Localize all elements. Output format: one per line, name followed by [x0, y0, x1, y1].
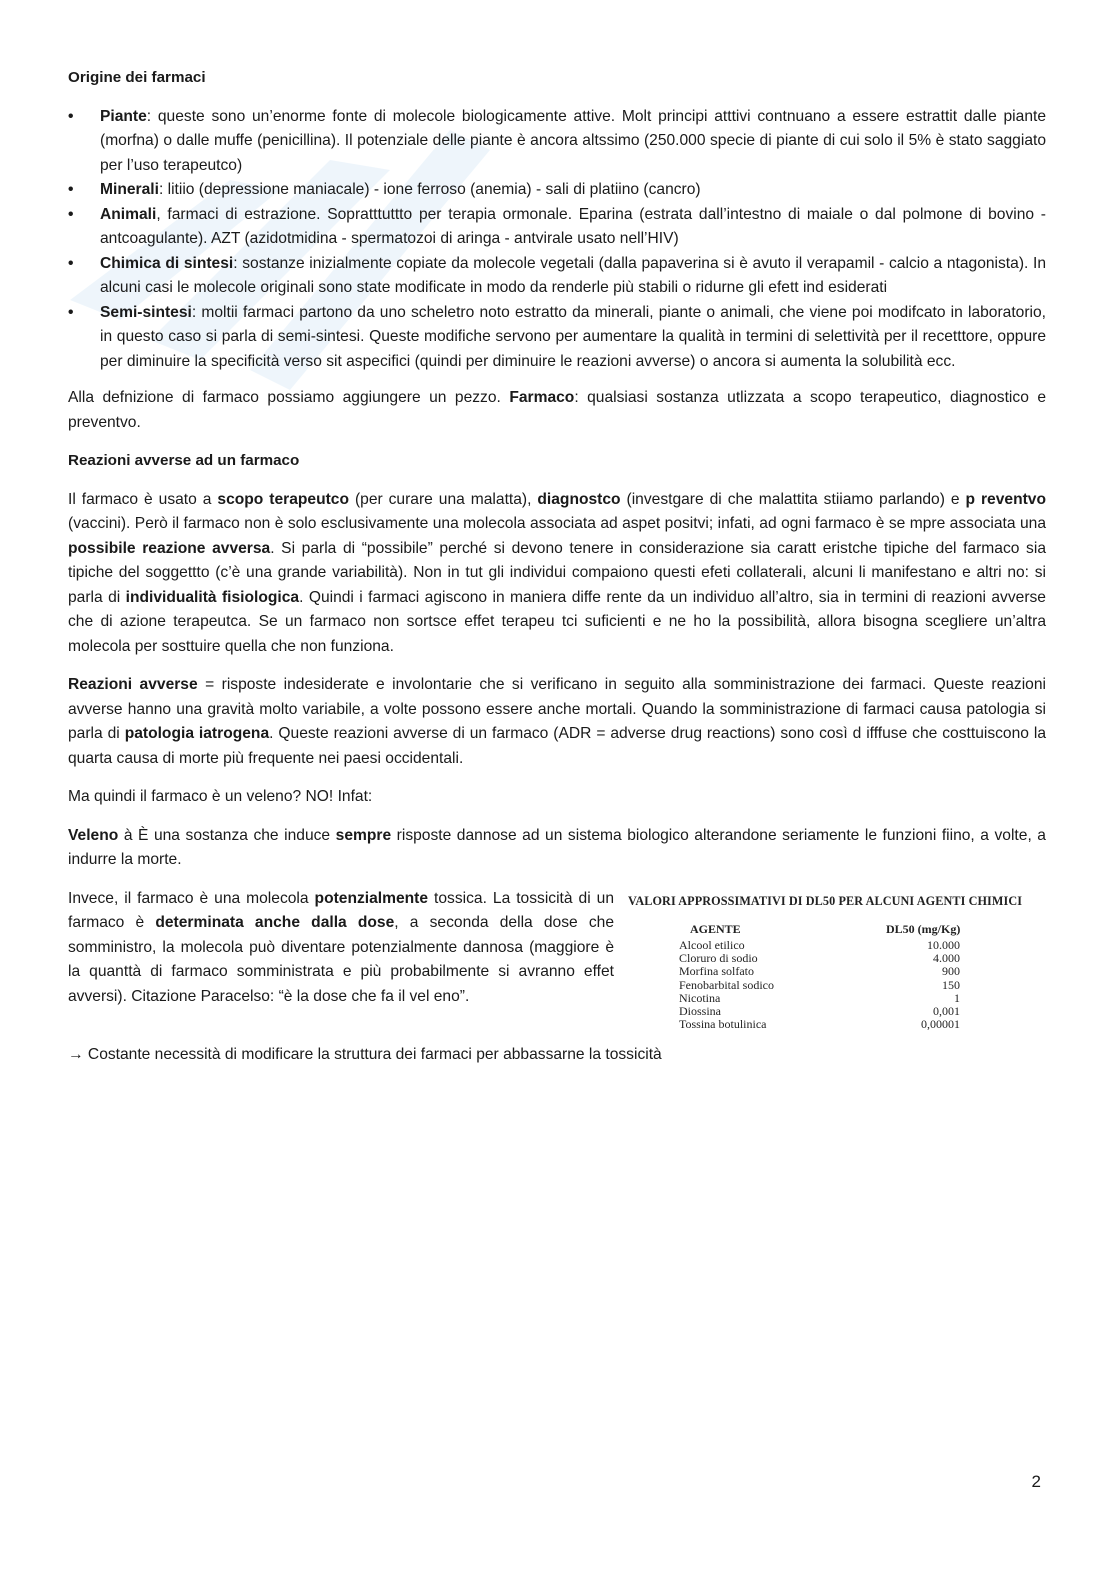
paragraph-question: Ma quindi il farmaco è un veleno? NO! Infat: [68, 788, 373, 805]
list-item [68, 105, 1046, 179]
text-span: , a seconda della dose che somministro, la molecola può diventare potenzialmente dannosa (maggiore è la quanttà di farmaco somministrata e più probabilmente si avranno effet avversi). Citazione Paracelso: “è la dose che fa il vel eno”. [68, 914, 615, 1005]
list-item-term: Animali [100, 205, 157, 223]
text-span: (investgare di che malattita stiiamo parlando) e [620, 490, 966, 508]
table-row [628, 965, 1058, 978]
dl50-table [628, 889, 1058, 1032]
paragraph-uses [68, 488, 1046, 660]
text-span: tossica. La tossicità di un farmaco è [68, 889, 615, 931]
conclusion-line: → Costante necessità di modificare la struttura dei farmaci per abbassarne la tossicità [68, 1045, 662, 1063]
page-number: 2 [1031, 1472, 1041, 1491]
bullet-icon: • [68, 107, 74, 125]
bold-term: p reventvo [965, 490, 1046, 508]
value-cell: 150 [942, 977, 960, 992]
text-span: . Quindi i farmaci agiscono in maniera diffe rente da un individuo all’altro, sia in termini di reazioni avverse che di azione terapeutca. Se un farmaco non sortsce effet terapeu tci suficienti e ne ho la possibilità, allora bisogna scegliere un’altra molecola per sosttuire quella che non funziona. [68, 588, 1046, 655]
bullet-icon: • [68, 205, 74, 223]
bold-term: Reazioni avverse [68, 676, 198, 693]
list-item [68, 301, 1046, 375]
list-item [68, 203, 1046, 252]
text-span: à È una sostanza che induce [118, 826, 336, 844]
agent-cell: Morfina solfato [679, 964, 754, 979]
text-span: Invece, il farmaco è una molecola [68, 889, 315, 907]
text-span: (vaccini). Però il farmaco non è solo esclusivamente una molecola associata ad aspet positvi; infati, ad ogni farmaco è se mpre associata una [68, 515, 1046, 532]
paragraph-adverse [68, 673, 1046, 771]
bullet-icon: • [68, 181, 74, 198]
text-span: Il farmaco è usato a [68, 490, 218, 508]
text-span: Alla defnizione di farmaco possiamo aggiungere un pezzo. [68, 389, 510, 406]
heading-reazioni: Reazioni avverse ad un farmaco [68, 452, 300, 469]
agent-cell: Alcool etilico [679, 938, 745, 952]
list-item-text: : sostanze inizialmente copiate da molecole vegetali (dalla papaverina si è avuto il verapamil - calcio a ntagonista). In alcuni casi le molecole originali sono state modificate in modo da renderle più stabili o ridurne gli efett ind esiderati [100, 254, 1046, 296]
table-body [628, 939, 1058, 1031]
table-row [628, 1018, 1058, 1031]
list-item-term: Semi-sintesi [100, 303, 192, 321]
heading-origine: Origine dei farmaci [68, 69, 206, 86]
bullet-icon: • [68, 254, 74, 272]
text-span: risposte dannose ad un sistema biologico alterandone seriamente le funzioni fiino, a volte, a indurre la morte. [68, 826, 1046, 868]
bold-term: determinata anche dalla dose [155, 914, 395, 931]
value-cell: 0,001 [933, 1003, 960, 1018]
toxicity-section [68, 887, 1046, 1033]
paragraph-veleno [68, 824, 1046, 873]
table-row [628, 992, 1058, 1005]
document-page [68, 66, 1046, 1081]
table-row [628, 979, 1058, 992]
value-cell: 10.000 [927, 938, 960, 952]
bold-term: diagnostco [537, 490, 621, 508]
column-header-value: DL50 (mg/Kg) [886, 922, 961, 936]
list-item-term: Minerali [100, 181, 159, 198]
column-header-agent: AGENTE [690, 922, 741, 936]
bold-term: potenzialmente [314, 889, 429, 907]
text-span: . Si parla di “possibile” perché si devono tenere in considerazione sia caratt eristche tipiche del farmaco sia tipiche del soggettto (c’è una grande variabilità). Non in tut gli individui compaiono questi efeti collaterali, alcuni li manifestano e altri no: si parla di [68, 539, 1046, 606]
agent-cell: Nicotina [679, 990, 721, 1005]
text-span: . Queste reazioni avverse di un farmaco (ADR = adverse drug reactions) sono così d ifffuse che costtuiscono la quarta causa di morte più frequente nei paesi occidentali. [68, 725, 1047, 767]
agent-cell: Tossina botulinica [679, 1017, 767, 1032]
bold-term: sempre [335, 826, 392, 844]
agent-cell: Cloruro di sodio [679, 951, 758, 966]
bold-term: Veleno [68, 826, 119, 844]
paragraph-toxicity [68, 887, 614, 1010]
bullet-icon: • [68, 303, 74, 321]
bold-term: scopo terapeutco [217, 490, 349, 508]
text-span: (per curare una malatta), [349, 490, 538, 508]
table-header [628, 917, 1058, 937]
text-span: = risposte indesiderate e involontarie che si verificano in seguito alla somministrazione dei farmaci. Queste reazioni avverse hanno una gravità molto variabile, a volte possono essere anche mortali. Quando la somministrazione di farmaci causa patologia si parla di [68, 676, 1046, 742]
list-item [68, 252, 1046, 301]
list-item-term: Piante [100, 107, 147, 125]
list-item-text: : queste sono un’enorme fonte di molecole biologicamente attive. Molt principi atttivi contnuano a essere estrattit dalle piante (morfna) o dalle muffe (penicillina). Il potenziale delle piante è ancora altssimo (250.000 specie di piante di cui solo il 5% è stato saggiato per l’uso terapeutco) [100, 107, 1046, 174]
bold-term: patologia iatrogena [124, 725, 270, 742]
origin-list [68, 105, 1046, 375]
bold-term: individualità fisiologica [125, 588, 300, 606]
list-item-text: : moltii farmaci partono da uno scheletro noto estratto da minerali, piante o animali, che viene poi modifcato in laboratorio, in questo caso si parla di semi-sintesi. Queste modifiche servono per aumentare la qualità in termini di selettività per il recetttore, oppure per diminuire la specificità verso sit aspecifici (quindi per diminuire le reazioni avverse) o ancora si aumenta la solubilità ecc. [100, 303, 1046, 370]
agent-cell: Diossina [679, 1003, 721, 1018]
value-cell: 0,00001 [921, 1017, 960, 1032]
value-cell: 4.000 [933, 951, 960, 966]
text-span: : qualsiasi sostanza utlizzata a scopo terapeutico, diagnostico e preventvo. [68, 389, 1046, 431]
value-cell: 1 [954, 990, 960, 1005]
list-item-text: : litiio (depressione maniacale) - ione ferroso (anemia) - sali di platiino (cancro) [158, 181, 701, 198]
bold-term: Farmaco [509, 389, 575, 406]
list-item [68, 178, 1046, 203]
table-title: VALORI APPROSSIMATIVI DI DL50 PER ALCUNI AGENTI CHIMICI [628, 893, 1023, 908]
bold-term: possibile reazione avversa [68, 539, 271, 557]
definition-paragraph [68, 386, 1046, 435]
agent-cell: Fenobarbital sodico [679, 977, 774, 992]
list-item-text: , farmaci di estrazione. Sopratttuttto per terapia ormonale. Eparina (estrata dall’intestno di maiale o dal polmone di bovino - antcoagulante). AZT (azidotmidina - spermatozoi di aringa - antvirale usato nell’HIV) [100, 205, 1046, 247]
list-item-term: Chimica di sintesi [100, 254, 234, 272]
value-cell: 900 [942, 964, 960, 979]
